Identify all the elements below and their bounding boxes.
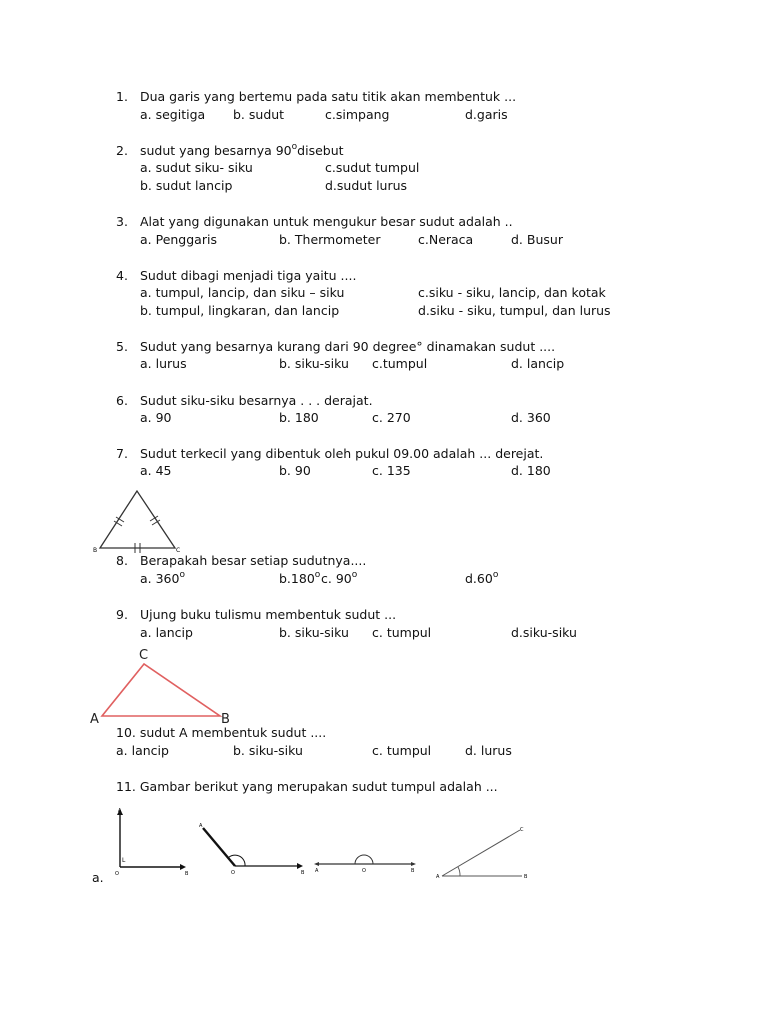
- q10-option-c: c. tumpul: [372, 743, 432, 758]
- q9-option-b: b. siku-siku: [279, 625, 349, 640]
- red-triangle-vertex-b: B: [221, 712, 230, 726]
- q3-option-d: d. Busur: [511, 232, 563, 247]
- q6-option-a: a. 90: [140, 410, 172, 425]
- q4-option-c: c.siku - siku, lancip, dan kotak: [418, 285, 606, 300]
- obtuse-angle-label-a: A: [199, 823, 203, 829]
- q5-option-a: a. lurus: [140, 356, 187, 371]
- q9-option-d: d.siku-siku: [511, 625, 577, 640]
- equilateral-triangle-figure: [90, 486, 185, 556]
- q5-option-c: c.tumpul: [372, 356, 428, 371]
- q11-text: 11. Gambar berikut yang merupakan sudut tumpul adalah ...: [116, 779, 498, 794]
- q9-text: Ujung buku tulismu membentuk sudut ...: [140, 607, 397, 622]
- q3-option-a: a. Penggaris: [140, 232, 217, 247]
- q1-text: Dua garis yang bertemu pada satu titik akan membentuk ...: [140, 89, 517, 104]
- right-angle-label-a: A: [118, 808, 122, 814]
- q8-number: 8.: [116, 553, 128, 568]
- q2-option-a: a. sudut siku- siku: [140, 160, 253, 175]
- q5-option-d: d. lancip: [511, 356, 565, 371]
- q6-text: Sudut siku-siku besarnya . . . derajat.: [140, 393, 373, 408]
- q4-option-a: a. tumpul, lancip, dan siku – siku: [140, 285, 345, 300]
- q8-text: Berapakah besar setiap sudutnya....: [140, 553, 367, 568]
- right-angle-mark: L: [122, 857, 126, 864]
- q10-option-a: a. lancip: [116, 743, 169, 758]
- q8-option-d: d.60$^o$: [465, 570, 499, 586]
- q10-text: 10. sudut A membentuk sudut ....: [116, 725, 327, 740]
- q4-text: Sudut dibagi menjadi tiga yaitu ....: [140, 268, 357, 283]
- q3-number: 3.: [116, 214, 128, 229]
- acute-angle-label-b: B: [524, 874, 528, 880]
- q7-number: 7.: [116, 446, 128, 461]
- q9-option-a: a. lancip: [140, 625, 193, 640]
- q7-text: Sudut terkecil yang dibentuk oleh pukul 09.00 adalah ... derejat.: [140, 446, 544, 461]
- q7-option-d: d. 180: [511, 463, 551, 478]
- q1-option-a: a. segitiga: [140, 107, 206, 122]
- q4-option-b: b. tumpul, lingkaran, dan lancip: [140, 303, 340, 318]
- triangle-vertex-c: C: [176, 547, 181, 554]
- acute-angle-label-a: A: [436, 874, 440, 880]
- q2-text: sudut yang besarnya 90$^o$disebut: [140, 142, 344, 158]
- q6-number: 6.: [116, 393, 128, 408]
- q2-number: 2.: [116, 143, 128, 158]
- q2-option-d: d.sudut lurus: [325, 178, 408, 193]
- q5-option-b: b. siku-siku: [279, 356, 349, 371]
- obtuse-angle-figure: [195, 820, 310, 878]
- q5-number: 5.: [116, 339, 128, 354]
- q1-option-d: d.garis: [465, 107, 508, 122]
- q1-option-b: b. sudut: [233, 107, 285, 122]
- triangle-outline: [100, 491, 175, 548]
- red-triangle-vertex-a: A: [90, 712, 99, 726]
- q11-option-a: a.: [92, 870, 104, 885]
- q10-option-b: b. siku-siku: [233, 743, 303, 758]
- straight-angle-figure: [313, 850, 418, 876]
- triangle-vertex-b: B: [93, 547, 98, 554]
- q3-text: Alat yang digunakan untuk mengukur besar sudut adalah ..: [140, 214, 513, 229]
- q8-option-c: c. 90$^o$: [321, 570, 358, 586]
- q4-option-d: d.siku - siku, tumpul, dan lurus: [418, 303, 611, 318]
- q9-option-c: c. tumpul: [372, 625, 432, 640]
- acute-angle-label-c: C: [520, 827, 524, 833]
- q6-option-b: b. 180: [279, 410, 319, 425]
- q2-option-b: b. sudut lancip: [140, 178, 233, 193]
- q1-option-c: c.simpang: [325, 107, 390, 122]
- q3-option-c: c.Neraca: [418, 232, 474, 247]
- q6-option-d: d. 360: [511, 410, 551, 425]
- right-angle-label-o: O: [115, 871, 119, 877]
- q8-option-b: b.180$^o$: [279, 570, 321, 586]
- q9-number: 9.: [116, 607, 128, 622]
- red-triangle-vertex-c: C: [139, 648, 149, 663]
- straight-angle-label-o: O: [362, 868, 366, 874]
- q5-text: Sudut yang besarnya kurang dari 90 degree° dinamakan sudut ....: [140, 339, 556, 354]
- right-angle-figure: [112, 805, 192, 877]
- q7-option-c: c. 135: [372, 463, 411, 478]
- red-triangle-figure: [88, 644, 236, 726]
- q6-option-c: c. 270: [372, 410, 411, 425]
- acute-angle-figure: [432, 822, 537, 880]
- q3-option-b: b. Thermometer: [279, 232, 381, 247]
- q7-option-b: b. 90: [279, 463, 311, 478]
- right-angle-label-b: B: [185, 871, 189, 877]
- red-triangle-outline: [102, 664, 220, 716]
- obtuse-angle-label-o: O: [231, 870, 235, 876]
- straight-angle-label-b: B: [411, 868, 415, 874]
- q4-number: 4.: [116, 268, 128, 283]
- q8-option-a: a. 360$^o$: [140, 570, 185, 586]
- q2-option-c: c.sudut tumpul: [325, 160, 420, 175]
- q7-option-a: a. 45: [140, 463, 172, 478]
- straight-angle-label-a: A: [315, 868, 319, 874]
- obtuse-angle-label-b: B: [301, 870, 305, 876]
- q1-number: 1.: [116, 89, 128, 104]
- q10-option-d: d. lurus: [465, 743, 512, 758]
